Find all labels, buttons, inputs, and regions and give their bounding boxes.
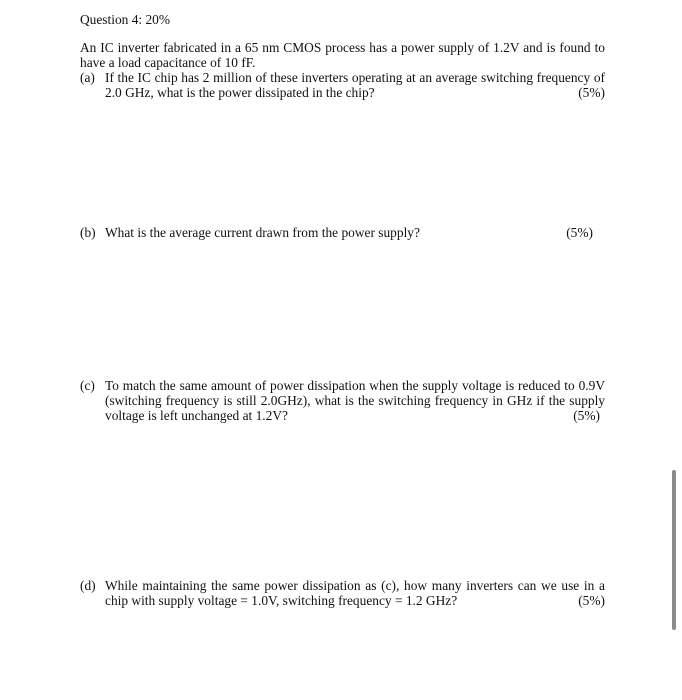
vertical-scrollbar[interactable] [672, 470, 676, 630]
part-d [80, 578, 605, 608]
part-b-label: (b) [80, 225, 96, 240]
part-c [80, 378, 605, 423]
part-b-text: What is the average current drawn from the power supply? [105, 225, 420, 240]
question-intro: An IC inverter fabricated in a 65 nm CMOS process has a power supply of 1.2V and is found to have a load capacitance of 10 fF. [80, 40, 605, 70]
part-d-marks: (5%) [578, 593, 605, 608]
part-c-text: To match the same amount of power dissipation when the supply voltage is reduced to 0.9V (switching frequency is still 2.0GHz), what is the switching frequency in GHz if the supply voltage is left unchanged at 1.2V? [105, 378, 605, 423]
question-title: Question 4: 20% [80, 12, 171, 27]
part-a-label: (a) [80, 70, 95, 85]
part-d-label: (d) [80, 578, 96, 593]
part-a [80, 70, 605, 100]
part-b [80, 225, 605, 240]
part-c-label: (c) [80, 378, 95, 393]
part-c-marks: (5%) [573, 408, 600, 423]
part-b-marks: (5%) [566, 225, 593, 240]
part-a-marks: (5%) [578, 85, 605, 100]
part-a-text: If the IC chip has 2 million of these inverters operating at an average switching frequency of 2.0 GHz, what is the power dissipated in the chip? [105, 70, 605, 100]
part-d-text: While maintaining the same power dissipation as (c), how many inverters can we use in a chip with supply voltage = 1.0V, switching frequency = 1.2 GHz? [105, 578, 605, 608]
